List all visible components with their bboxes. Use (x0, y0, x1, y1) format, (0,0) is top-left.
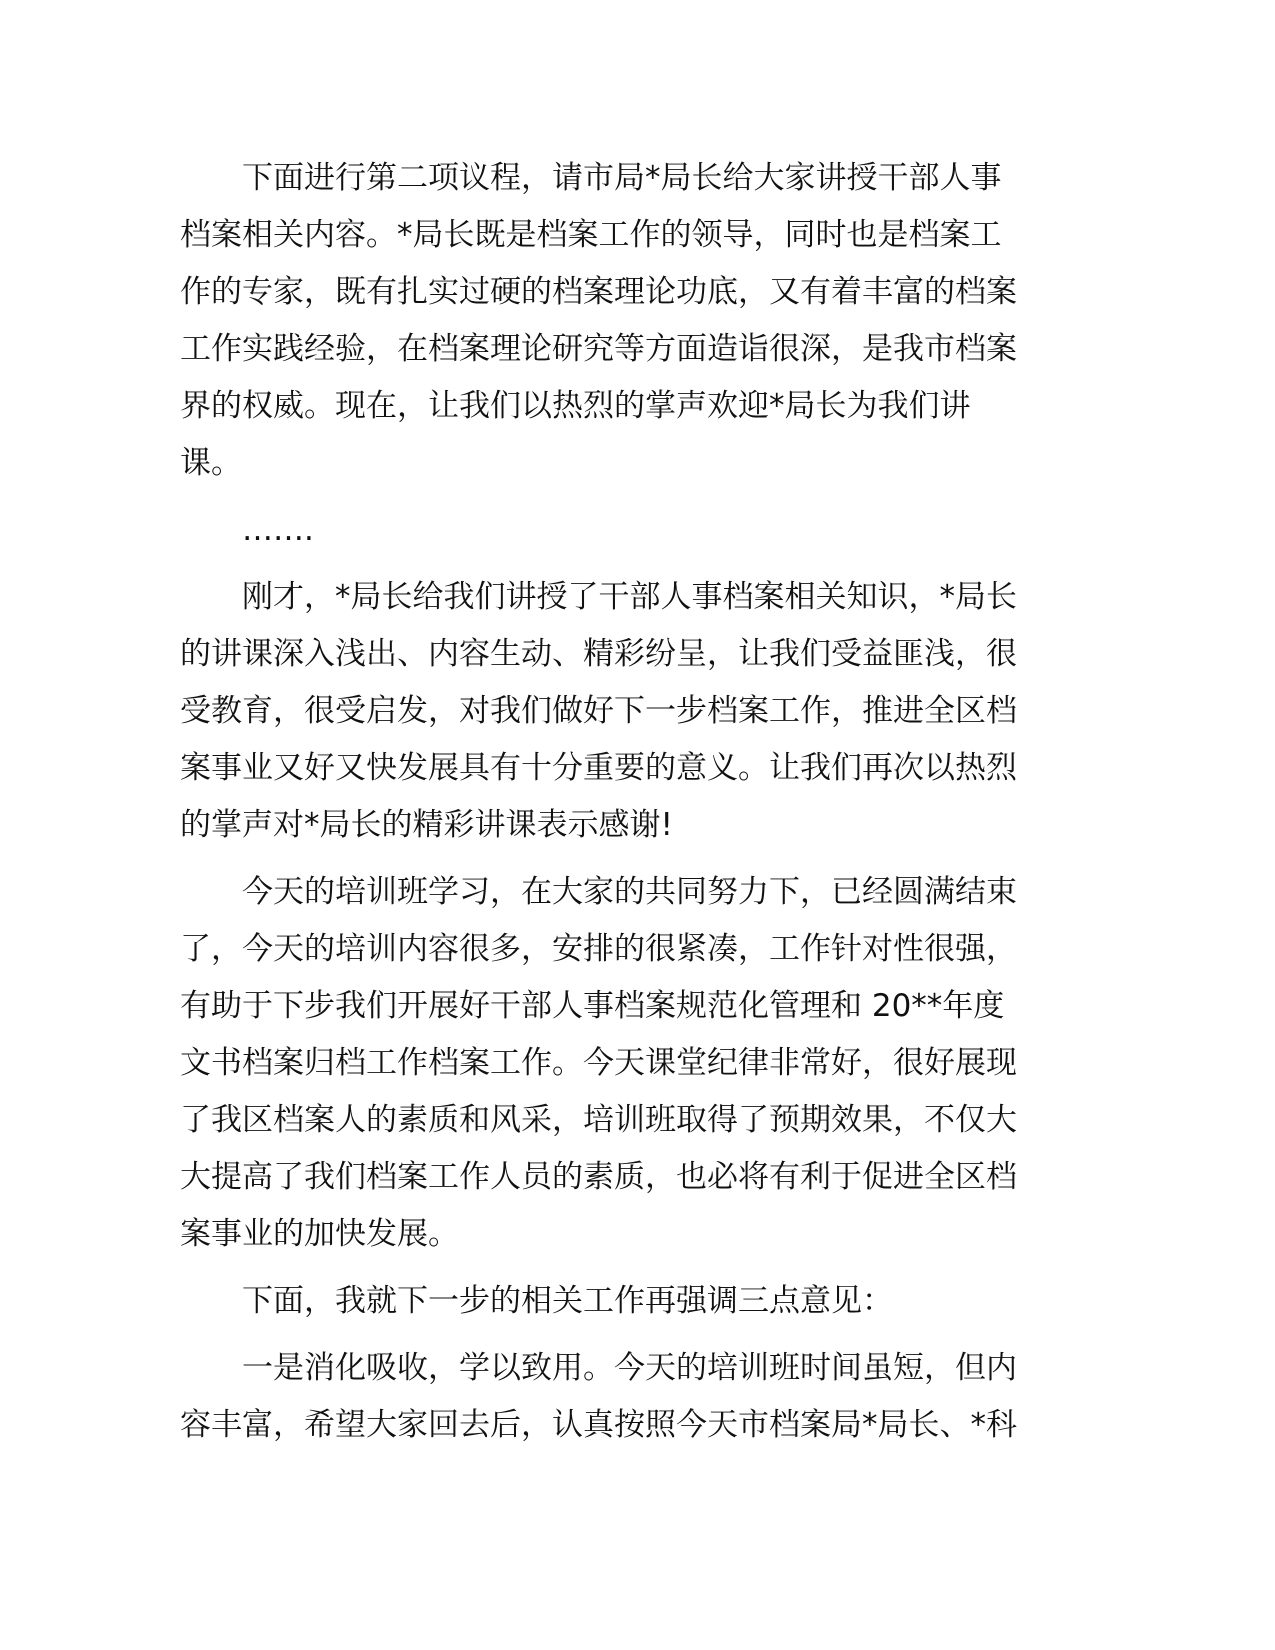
text-line: 案事业又好又快发展具有十分重要的意义。让我们再次以热烈 (180, 750, 1017, 786)
text-line: 课。 (180, 445, 242, 481)
text-line: 了我区档案人的素质和风采，培训班取得了预期效果，不仅大 (180, 1102, 1017, 1138)
paragraph-training-summary (180, 864, 1080, 1263)
text-line: 有助于下步我们开展好干部人事档案规范化管理和 20**年度 (180, 988, 1005, 1024)
text-line: 案事业的加快发展。 (180, 1216, 459, 1252)
text-line: 档案相关内容。*局长既是档案工作的领导，同时也是档案工 (180, 217, 1002, 253)
text-line: 文书档案归档工作档案工作。今天课堂纪律非常好，很好展现 (180, 1045, 1017, 1081)
text-line: 的讲课深入浅出、内容生动、精彩纷呈，让我们受益匪浅，很 (180, 636, 1017, 672)
paragraph-three-points-intro (180, 1273, 1080, 1330)
text-line: 下面进行第二项议程，请市局*局长给大家讲授干部人事 (180, 160, 1002, 196)
text-line: 工作实践经验，在档案理论研究等方面造诣很深，是我市档案 (180, 331, 1017, 367)
text-line: 界的权威。现在，让我们以热烈的掌声欢迎*局长为我们讲 (180, 388, 971, 424)
text-line: 今天的培训班学习，在大家的共同努力下，已经圆满结束 (180, 874, 1017, 910)
paragraph-ellipsis (180, 502, 1080, 559)
document-body (180, 150, 1080, 1454)
paragraph-point-one (180, 1340, 1080, 1454)
text-line: 作的专家，既有扎实过硬的档案理论功底，又有着丰富的档案 (180, 274, 1017, 310)
text-line: 下面，我就下一步的相关工作再强调三点意见： (180, 1283, 893, 1319)
text-line: ……. (180, 512, 314, 548)
text-line: 大提高了我们档案工作人员的素质，也必将有利于促进全区档 (180, 1159, 1017, 1195)
text-line: 容丰富，希望大家回去后，认真按照今天市档案局*局长、*科 (180, 1407, 1017, 1443)
text-line: 受教育，很受启发，对我们做好下一步档案工作，推进全区档 (180, 693, 1017, 729)
text-line: 刚才，*局长给我们讲授了干部人事档案相关知识，*局长 (180, 579, 1017, 615)
paragraph-agenda-item-two (180, 150, 1080, 492)
paragraph-thanks-lecture (180, 569, 1080, 854)
text-line: 的掌声对*局长的精彩讲课表示感谢! (180, 807, 673, 843)
text-line: 了，今天的培训内容很多，安排的很紧凑，工作针对性很强， (180, 931, 1017, 967)
text-line: 一是消化吸收，学以致用。今天的培训班时间虽短，但内 (180, 1350, 1017, 1386)
